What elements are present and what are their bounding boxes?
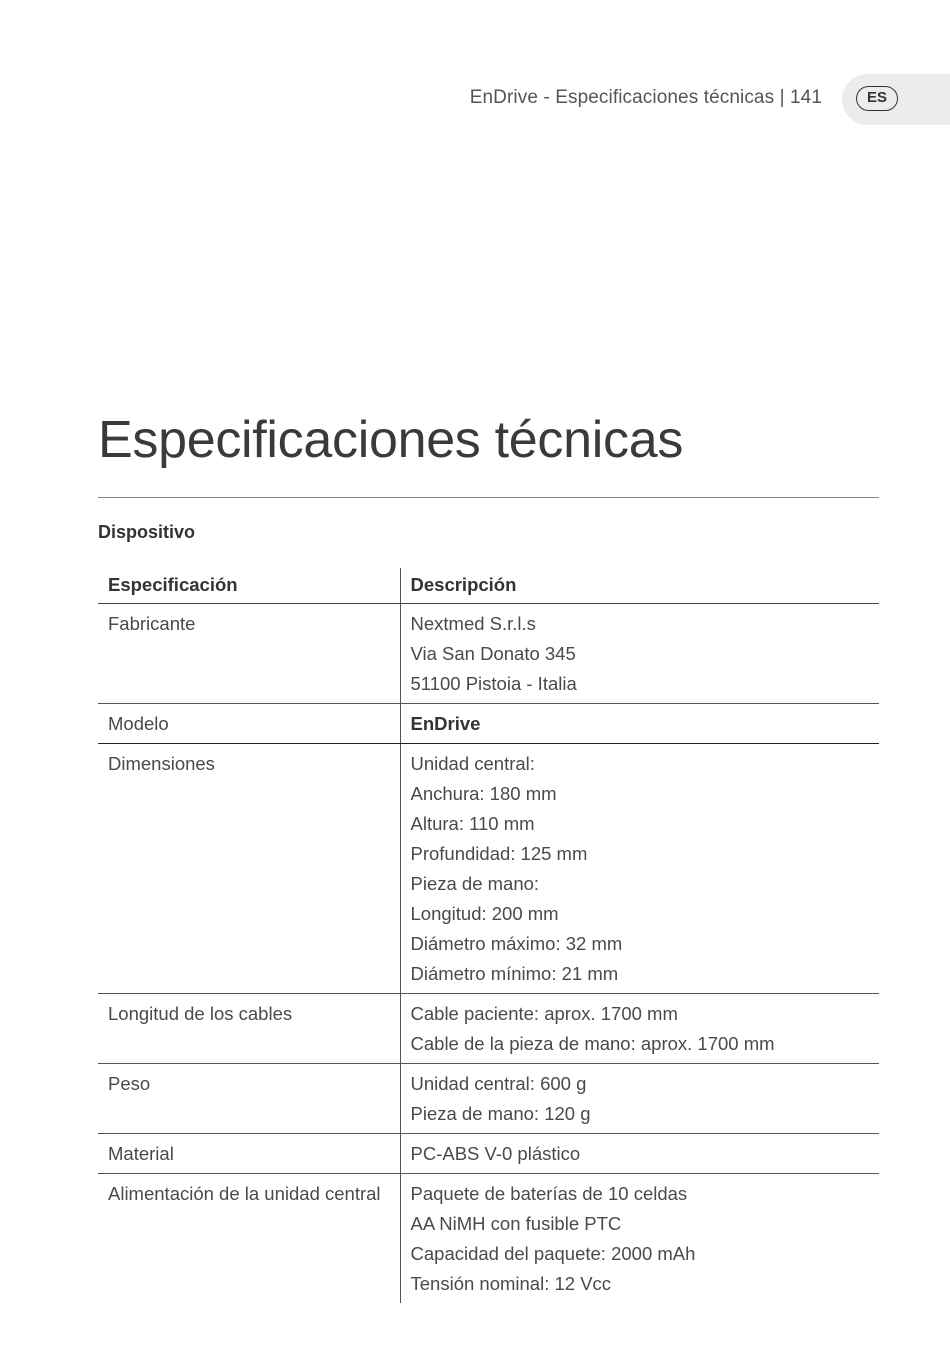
spec-cell: [98, 1064, 400, 1134]
desc-line: Longitud: 200 mm: [410, 903, 559, 924]
desc-cell: [400, 744, 879, 994]
spec-cell: [98, 604, 400, 704]
desc-line: Nextmed S.r.l.s: [410, 613, 536, 634]
spec-table: [98, 568, 879, 1303]
running-header: EnDrive - Especificaciones técnicas | 141: [469, 87, 822, 108]
spec-cell: [98, 744, 400, 994]
table-row: [98, 704, 879, 744]
desc-cell: [400, 604, 879, 704]
table-row: [98, 744, 879, 994]
header-spec: Especificación: [98, 568, 400, 604]
spec-label: Modelo: [108, 713, 169, 734]
desc-cell: [400, 1064, 879, 1134]
spec-label: Material: [108, 1143, 174, 1164]
spec-cell: [98, 1134, 400, 1174]
desc-line: Via San Donato 345: [410, 643, 576, 664]
spec-cell: [98, 994, 400, 1064]
desc-line: Tensión nominal: 12 Vcc: [410, 1273, 612, 1294]
table-row: [98, 1134, 879, 1174]
header-desc: Descripción: [400, 568, 879, 604]
desc-line: Capacidad del paquete: 2000 mAh: [410, 1243, 696, 1264]
desc-cell: [400, 704, 879, 744]
desc-line: 51100 Pistoia - Italia: [410, 673, 577, 694]
table-row: [98, 604, 879, 704]
desc-line: Unidad central: 600 g: [410, 1073, 587, 1094]
desc-line: Anchura: 180 mm: [410, 783, 557, 804]
desc-line: EnDrive: [410, 713, 481, 734]
table-header-row: [98, 568, 879, 604]
spec-label: Fabricante: [108, 613, 196, 634]
desc-line: PC-ABS V-0 plástico: [410, 1143, 581, 1164]
desc-line: Diámetro máximo: 32 mm: [410, 933, 623, 954]
language-tab: [842, 74, 950, 125]
desc-cell: [400, 994, 879, 1064]
spec-cell: [98, 1174, 400, 1304]
desc-cell: [400, 1134, 879, 1174]
table-row: [98, 1064, 879, 1134]
spec-label: Alimentación de la unidad central: [108, 1183, 381, 1204]
table-row: [98, 994, 879, 1064]
title-divider: [98, 497, 879, 498]
desc-line: Paquete de baterías de 10 celdas: [410, 1183, 688, 1204]
desc-cell: [400, 1174, 879, 1304]
section-heading: Dispositivo: [98, 522, 196, 542]
desc-line: Cable de la pieza de mano: aprox. 1700 mm: [410, 1033, 775, 1054]
desc-line: Diámetro mínimo: 21 mm: [410, 963, 619, 984]
desc-line: Pieza de mano:: [410, 873, 540, 894]
desc-line: Unidad central:: [410, 753, 535, 774]
spec-cell: [98, 704, 400, 744]
spec-label: Longitud de los cables: [108, 1003, 293, 1024]
desc-line: AA NiMH con fusible PTC: [410, 1213, 622, 1234]
desc-line: Cable paciente: aprox. 1700 mm: [410, 1003, 678, 1024]
desc-line: Altura: 110 mm: [410, 813, 535, 834]
desc-line: Pieza de mano: 120 g: [410, 1103, 591, 1124]
table-row: [98, 1174, 879, 1304]
spec-label: Dimensiones: [108, 753, 215, 774]
language-badge: ES: [856, 86, 898, 111]
page-title: Especificaciones técnicas: [98, 411, 684, 469]
spec-label: Peso: [108, 1073, 151, 1094]
desc-line: Profundidad: 125 mm: [410, 843, 588, 864]
